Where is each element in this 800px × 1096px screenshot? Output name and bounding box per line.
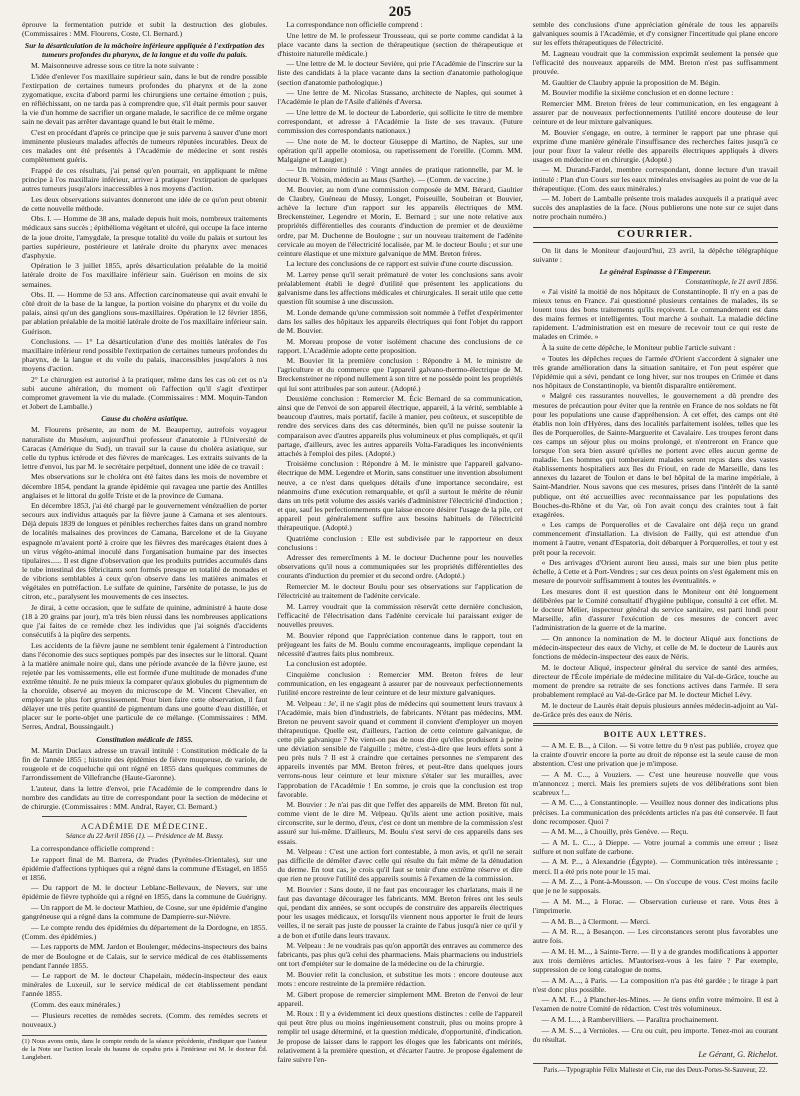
column-2 — [277, 20, 522, 1080]
paragraph: — Un rapport de M. le docteur Mathieu, de Cosne, sur une épidémie d'angine gangréneuse qui a régné dans la commune de Dampierre-sur-Nièvre. — [22, 903, 268, 922]
letter-item: — A M. A..., à Paris. — La composition n'a pas été gardée ; le tirage à part n'est donc plus possible. — [532, 975, 778, 994]
paragraph: Frappé de ces résultats, j'ai pensé qu'en pourrait, en appliquant le même principe à l'os maxillaire inférieur, arriver à pratiquer l'extirpation de quelques autres tumeurs jusqu'alors inaccessibles à nos moyens d'action. — [22, 165, 268, 194]
divider — [42, 816, 247, 817]
paragraph: M. Lagneau voudrait que la commission exprimât seulement la pensée que l'efficacité des nouveaux appareils de MM. Breton n'est pas suffisamment prouvée. — [532, 48, 778, 76]
paragraph: « Des arrivages d'Orient auront lieu aussi, mais sur une bien plus petite échelle, à Cette et à Port-Vendres ; sur ces deux points on s'est également mis en mesure de pourvoir suffisamment à toutes les éventualités. » — [532, 558, 778, 586]
paragraph: Les accidents de la fièvre jaune ne semblent tenir également à l'introduction dans l'économie des sucs septiques pompés par des insectes sur le littoral. Quant à la matière animale noire qui, dans une période avancée de la fièvre jaune, est rejetée par les vomissements, elle est formée d'une multitude de monades d'une extrême ténuité. Je ne puis mieux la comparer qu'aux globules du pigmentum de la choroïde, observé au moyen du microscope de M. Vincent Chevalier, en employant le plus fort grossissement. Pour bien faire cette observation, il faut délayer une très petite quantité de pigmentum dans une goutte d'eau distillée, et placer sur le porte-objet une particule de ce mélange. (Commissaires : MM. Serres, Andral, Boussingault.) — [22, 640, 268, 732]
paragraph: — Plusieurs recettes de remèdes secrets. (Comm. des remèdes secrets et nouveaux.) — [22, 1010, 268, 1029]
paragraph: On lit dans le Moniteur d'aujourd'hui, 23 avril, la dépêche télégraphique suivante : — [532, 245, 778, 264]
paragraph: — Une lettre de M. Nicolas Stassano, architecte de Naples, qui soumet à l'Académie le plan de l'Asile d'aliénés d'Aversa. — [277, 88, 523, 107]
letter-item: — A M. R..., à Besançon. — Les circonstances seront plus favorables une autre fois. — [532, 927, 778, 946]
paragraph: M. Bouvier : Sans doute, il ne faut pas encourager les charlatans, mais il ne faut pas davantage décourager les fabricants. MM. Breton frères ont les seuls qui, pendant dix années, se sont occupés de construire des appareils électriques pour les usages médicaux, et lorsqu'ils viennent nous apporter le fruit de leurs veilles, il ne serait pas juste de pousser la crainte de l'abus jusqu'à nier ce qu'il y a de bon et d'utile dans leurs travaux. — [277, 885, 523, 940]
paragraph: M. Flourens présente, au nom de M. Beaupertuy, autrefois voyageur naturaliste du Muséum, aujourd'hui professeur d'anatomie à l'Université de Caracas (Amérique du Sud), un travail sur la cause du choléra asiatique, sur celle du typhus ictérode et des fièvres de marécages. Les extraits suivants de la lettre d'envoi, lus par M. le secrétaire perpétuel, donnent une idée de ce travail : — [22, 425, 268, 471]
paragraph: Cinquième conclusion : Remercier MM. Breton frères de leur communication, en les engageant à assurer par de nouveaux perfectionnements l'utilité encore restreinte de leur ceinture et de leur mixture galvaniques. — [277, 669, 523, 698]
paragraph: M. Bouvier modifie la sixième conclusion et en donne lecture : — [541, 88, 734, 98]
paragraph: Mes observations sur le choléra ont été faites dans les mois de novembre et décembre 1854, pendant la grande épidémie qui ravagea une partie des Antilles anglaises et le littoral du golfe Triste et de la province de Cumana. — [22, 472, 268, 500]
page-number: 205 — [388, 4, 412, 20]
courrier-heading: COURRIER. — [533, 227, 778, 242]
letter-item: — A M. C..., à Constantinople. — Veuillez nous donner des indications plus précises. La communication des précédents articles n'a pas été conservée. Il faut donc recomposer. Quoi ? — [532, 798, 778, 826]
letter-item: — A M. P..., à Alexandrie (Égypte). — Communication très intéressante ; merci. Il a été pris note pour le 15 mai. — [532, 857, 778, 876]
paragraph: M. Velpeau : C'est une action fort contestable, à mon avis, et qu'il ne serait pas difficile de démêler d'avec celle qui résulte du fait même de la dénudation du derme. En tout cas, je crois qu'il faut se tenir d'une extrême réserve et dire que rien ne prouve l'utilité des appareils soumis à l'examen de la commission. — [277, 847, 523, 884]
paragraph: — M. Durand-Fardel, membre correspondant, donne lecture d'un travail intitulé : Plan d'un Cours sur les eaux minérales envisagées au point de vue de la thérapeutique. (Com. des eaux minérales.) — [532, 165, 778, 193]
paragraph: — Le rapport de M. le docteur Chapelain, médecin-inspecteur des eaux minérales de Luxeuil, sur le service médical de cet établissement pendant l'année 1855. — [22, 971, 268, 999]
paragraph: (Comm. des eaux minérales.) — [31, 999, 121, 1009]
letter-item: — A M. S..., à Vernioles. — Cru ou cuit, peu importe. Tenez-moi au courant du résultat. — [532, 1025, 778, 1044]
paragraph: M. Bouvier, au nom d'une commission composée de MM. Bérard, Gaultier de Claubry, Guéneau de Mussy, Longet, Poiseuille, Soubeiran et Bouvier, achève la lecture d'un rapport sur les appareils électriques de MM. Breckensteiner, Legendre et Morin, E. Bernard ; sur une note relative aux propriétés différentielles des courants d'induction de premier et de deuxième ordre, par M. Duchenne de Boulogne ; sur un nouveau traitement de l'adénite cervicale au moyen de l'électricité localisée, par M. le docteur Boulu ; et sur une ceinture élastique et une mixture galvanique de MM. Breton frères. — [277, 185, 523, 258]
printer-line: Paris.—Typographie Félix Malteste et Cie, rue des Deux-Portes-St-Sauveur, 22. — [533, 1063, 778, 1075]
section-heading: ACADÉMIE DE MÉDECINE. — [80, 820, 209, 831]
paragraph: Conclusions. — 1° La désarticulation d'une des moitiés latérales de l'os maxillaire inférieur rend possible l'extirpation de certaines tumeurs profondes du pharynx, de la langue et du voile du palais, inaccessibles jusqu'alors à nos moyens d'action. — [22, 337, 268, 374]
paragraph: La lecture des conclusions de ce rapport est suivie d'une courte discussion. — [286, 259, 513, 269]
paragraph: M. Bouvier : Je n'ai pas dit que l'effet des appareils de MM. Breton fût nul, comme vient de le dire M. Velpeau. Qu'ils aient une action positive, mais circonscrite, sur le dermo, d'eux, c'est ce dont un membre de la commission s'est assuré sur lui-même. D'ailleurs, M. Boulu s'est servi de ces appareils dans ses essais. — [277, 800, 523, 846]
paragraph: Obs. II. — Homme de 53 ans. Affection carcinomateuse qui avait envahi le côté droit de la base de la langue, la portion voisine du pharynx et du voile du palais, ainsi qu'un des ganglions sous-maxillaires. Opération le 12 février 1856, par ablation préalable de la moitié latérale droite de l'os maxillaire inférieur sain. Guérison. — [22, 290, 268, 336]
paragraph: La conclusion est adoptée. — [286, 659, 367, 669]
paragraph: Obs. I. — Homme de 38 ans, malade depuis huit mois, nombreux traitements médicaux sans succès ; épithélioma végétant et ulcéré, qui occupe la face interne de la joue droite, l'amygdale, la presque totalité du voile du palais et surtout les parties supérieure, postérieure et latérale droite du pharynx avec menaces d'asphyxie. — [22, 214, 268, 260]
paragraph: En décembre 1853, j'ai été chargé par le gouvernement vénézuélien de porter secours aux individus attaqués par la fièvre jaune à Camana et ses alentours. Déjà depuis 1839 de longues et pénibles recherches faites dans un grand nombre de localités malsaines des provinces de Camana, Barcelone et de la Guyane espagnole m'avaient porté à croire que les fièvres des marécages étaient dues à un virus végéto-animal inoculé dans l'organisation humaine par des insectes tipulaires...... Il est digne d'observation que les produits putrides accumulés dans le tube intestinal des fébricitants sont formés presque en totalité de monades et de vibrions semblables à ceux qu'on observe dans les matières animales et végétales en putréfaction. Le sulfate de quinine, l'arsénite de potasse, le jus de citron, etc., paralysent les mouvements de ces insectes. — [22, 501, 268, 602]
letter-item: — A M. B..., à Clermont. — Merci. — [541, 916, 651, 926]
paragraph: Opération le 3 juillet 1855, après désarticulation préalable de la moitié latérale droite de l'os maxillaire inférieur sain. Guérison en moins de six semaines. — [22, 261, 268, 289]
paragraph: M. Maisonneuve adresse sous ce titre la note suivante : — [31, 61, 199, 71]
paragraph: M. Larrey voudrait que la commission réservât cette dernière conclusion, l'efficacité de l'électrisation dans l'adénite cervicale lui paraissant exiger de nouvelles preuves. — [277, 601, 523, 629]
signature: Le Gérant, G. Richelot. — [698, 1048, 778, 1059]
letter-item: — A M. L..., à Rambervilliers. — Paraîtra prochainement. — [541, 1014, 719, 1024]
paragraph: M. Larrey pense qu'il serait prématuré de voter les conclusions sans avoir préalablement établi le degré d'utilité que présentent les applications du galvanisme dans les affections médicales et chirurgicales. Il serait utile que cette question fût soumise à une discussion. — [277, 269, 523, 307]
paragraph: — On annonce la nomination de M. le docteur Aliqué aux fonctions de médecin-inspecteur des eaux de Vichy, et celle de M. le docteur de Laurès aux fonctions de médecin-inspecteur des eaux de Néris. — [532, 633, 778, 662]
paragraph: Quatrième conclusion : Elle est subdivisée par le rapporteur en deux conclusions : — [277, 533, 523, 552]
paragraph: M. Londe demande qu'une commission soit nommée à l'effet d'expérimenter dans les salles des hôpitaux les appareils électriques qui font l'objet du rapport de M. Bouvier. — [277, 307, 523, 335]
paragraph: Deuxième conclusion : Remercier M. Écic Bernard de sa communication, ainsi que de l'envoi de son appareil électrique, appareil, à la vérité, semblable à beaucoup d'autres, mais portatif, facile à manier, peu coûteux, et susceptible de rendre des services dans des cas déterminés, bien qu'il ne puisse soutenir la comparaison avec d'autres appareils plus volumineux et plus compliqués, et qu'il partage, d'ailleurs, avec les autres appareils Volta-Faradiques les inconvénients attachés à l'emploi des piles. (Adopté.) — [277, 394, 523, 458]
session-line: Séance du 22 Avril 1856 (1). — Présidence de M. Bussy. — [65, 831, 224, 840]
paragraph: M. Velpeau : Je ne voudrais pas qu'on apportât des entraves au commerce des fabricants, pas plus qu'à celui des pharmaciens. Mais pharmaciens ou industriels ont tort d'empiéter sur le domaine de la médecine ou de la chirurgie. — [277, 941, 523, 969]
paragraph: Remercier M. le docteur Boulu pour ses observations sur l'application de l'électricité au traitement de l'adénite cervicale. — [277, 582, 523, 601]
article-title: Sur la désarticulation de la mâchoire inférieure appliquée à l'extirpation des tumeurs profondes du pharynx, de la langue et du voile du palais. — [24, 41, 265, 60]
paragraph: M. le docteur Aliqué, inspecteur général du service de santé des armées, directeur de l'École impériale de médecine militaire du Val-de-Grâce, touche au moment de prendre sa retraite de ses fonctions actives dans l'armée. Il sera probablement remplacé au Val-de-Grâce par M. le docteur Michel Lévy. — [532, 662, 778, 699]
paragraph: — Le compte rendu des épidémies du département de la Dordogne, en 1855. (Comm. des épidémies.) — [22, 922, 268, 941]
paragraph: M. Gaultier de Claubry appuie la proposition de M. Bégin. — [541, 77, 721, 87]
paragraph: Troisième conclusion : Répondre à M. le ministre que l'appareil galvano-électrique de MM. Legendre et Morin, sans constituer une invention absolument neuve, a ce n'est dans quelques détails d'une importance secondaire, est néanmoins d'une exécution remarquable, et qu'il a surtout le mérite de réunir dans un très petit volume des assiés variés d'administrer l'électricité d'induction ; et que, sauf les perfectionnements que laisse encore désirer l'usage de la pile, cet appareil peut généralement suffire aux besoins habituels de l'électricité thérapeutique. (Adopté.) — [277, 459, 523, 532]
article-title: Constitution médicale de 1855. — [96, 734, 193, 744]
paragraph: C'est en procédant d'après ce principe que je suis parvenu à sauver d'une mort imminente plusieurs malades affectés de tumeurs réputées incurables. Deux de ces malades ont été présentés à l'Académie de médecine et sont restés complètement guéris. — [22, 128, 268, 165]
letter-item: — A M. E. B..., à Cilon. — Si votre lettre du 9 n'est pas publiée, croyez que la crainte d'ouvrir encore la porte au droit de réponse est la seule cause de mon abstention. C'est une privation que je m'impose. — [532, 740, 778, 769]
paragraph: Adresser des remercîments à M. le docteur Duchenne pour les nouvelles observations qu'il nous a communiquées sur les propriétés différentielles des courants d'induction du premier et du second ordre. (Adopté.) — [277, 553, 523, 581]
paragraph: Remercier MM. Breton frères de leur communication, en les engageant à assurer par de nouveaux perfectionnements l'utilité encore douteuse de leur ceinture et de leur mixture galvaniques. — [532, 98, 778, 126]
paragraph: M. Martin Duclaux adresse un travail intitulé : Constitution médicale de la fin de l'année 1855 ; histoire des épidémies de fièvre muqueuse, de variole, de rougeole et de coqueluche qui ont régné en 1855 dans quelques communes de l'arrondissement de Villefranche (Haute-Garonne). — [22, 745, 268, 782]
paragraph: La correspondance non officielle comprend : — [286, 20, 423, 29]
paragraph: M. Velpeau : Je', il ne s'agit plus de médecins qui soumettent leurs travaux à l'Académie, mais bien d'industriels, de fabricants. N'étant pas médecins, MM. Breton ne peuvent savoir quand et comment il convient d'employer un moyen thérapeutique. Quelle est, d'ailleurs, l'action de cette ceinture galvanique, de cette pile galvanique ? Ne vient-on pas de nous dire qu'elles produisent à peine une déviation sensible de l'aiguille ; mètre, c'est-à-dire que leurs effets sont à peu près nuls ? Il est à craindre que certaines personnes ne s'emparent des appareils inventés par MM. Breton frères, et peut-être dans quelques jours verrons-nous leur ceinture et leur mixture s'étaler sur les murailles, avec l'approbation de l'Académie ! En somme, je crois que la conclusion est trop favorable. — [277, 698, 523, 799]
column-3 — [533, 20, 778, 1080]
paragraph: — Du rapport de M. le docteur Leblanc-Bellevaux, de Nevers, sur une épidémie de fièvre typhoïde qui a régné en 1855, dans la commune de Guérigny. — [22, 883, 268, 902]
letter-item: — A M. C..., à Vouziers. — C'est une heureuse nouvelle que vous m'annoncez ; merci. Mais les premiers sujets de vos délibérations sont bien scabreux !... — [532, 769, 778, 797]
paragraph: M. Moreau propose de voter isolément chacune des conclusions de ce rapport. L'Académie adopte cette proposition. — [277, 336, 523, 355]
columns — [22, 20, 778, 1080]
paragraph: Je dirai, à cette occasion, que le sulfate de quinine, administré à haute dose (18 à 20 grains par jour), m'a très bien réussi dans les nombreuses applications que j'ai faites de ce remède chez les individus que j'ai soignés d'accidents consécutifs à la piqûre des serpents. — [22, 602, 268, 639]
paragraph: Les deux observations suivantes donneront une idée de ce qu'on peut obtenir de cette nouvelle méthode. — [22, 194, 268, 213]
paragraph: — Une note de M. le docteur Giuseppe di Martino, de Naples, sur une opération qu'il appelle otomiosa, ou rapetissement de l'oreille. (Comm. MM. Malgaigne et Laugier.) — [277, 136, 523, 164]
letter-item: — A M. H. M..., à Sainte-Terre. — Il y a de grandes modifications à apporter aux trois dernières articles. M'autorisez-vous à les faire ? Par exemple, suppression de ce long catalogue de noms. — [532, 946, 778, 974]
letter-item: — A M. F..., à Plancher-les-Mines. — Je tiens enfin votre mémoire. Il est à l'examen de notre Comité de rédaction. C'est très volumineux. — [532, 995, 778, 1014]
column-1 — [22, 20, 267, 1080]
paragraph: M. Bouvier s'engage, en outre, à terminer le rapport par une phrase qui exprime d'une manière générale l'insuffisance des recherches faites jusqu'à ce jour pour fixer la valeur réelle des appareils électriques appliqués à divers usages en médecine et en chirurgie. (Adopté.) — [532, 127, 778, 164]
article-title: Cause du choléra asiatique. — [101, 414, 189, 424]
paragraph: La correspondance officielle comprend : — [31, 843, 154, 853]
paragraph: 2° Le chirurgien est autorisé à la pratiquer, même dans les cas où cet os n'a subi aucune altération, du moment où l'affection qu'il s'agit d'extirper compromet gravement la vie du malade. (Commissaires : MM. Moquin-Tandon et Jobert de Lamballe.) — [22, 374, 268, 412]
paragraph: — M. Jobert de Lamballe présente trois malades auxquels il a pratiqué avec succès des anaplasties de la face. (Nous publierons une note sur ce sujet dans notre prochain numéro.) — [532, 194, 778, 222]
paragraph: M. Bouvier répond que l'appréciation contenue dans le rapport, tout en préjugeant les faits de M. Boulu comme encourageants, implique cependant la nécessité d'autres faits plus nombreux. — [277, 630, 523, 658]
footnote: (1) Nous avons omis, dans le compte rendu de la séance précédente, d'indiquer que l'auteur de la Note sur l'action locale du baume de copahu pris à l'intérieur est M. le docteur Éd. Langlebert. — [22, 1035, 267, 1062]
paragraph: « Malgré ces rassurantes nouvelles, le gouvernement a dû prendre des mesures de précaution pour éviter que la rentrée en France de nos soldats ne fût pour les populations une cause d'appréhension. À cet effet, des camps ont été établis non loin d'Hyères, dans des localités parfaitement isolées, telles que les îles de Porquerolles, de Sainte-Marguerite et Cavalaire. Les troupes feront dans ces camps un séjour plus ou moins prolongé, et n'entreront en France que lorsque l'on sera bien assuré qu'elles ne portent avec elles aucun germe de maladie. Les hommes qui tomberaient malades seront reçus dans des vastes établissements hospitaliers aux îles du Frioul, en rade de Marseille, dans les annexes du lazaret de Toulon et dans le bel hôpital de la marine impériale, à Saint-Mandrier. Nous savons que ces mesures, prises dans l'intérêt de la santé publique, ont été accueillies avec reconnaissance par les populations des Bouches-du-Rhône et du Var, où l'on avait conçu des craintes tout à fait exagérées. — [532, 391, 778, 519]
paragraph: « J'ai visité la moitié de nos hôpitaux de Constantinople. Il n'y en a pas de mieux tenus en France. J'ai questionné plusieurs centaines de malades, ils se louent tous des bons traitements qu'ils reçoivent. Le commandement est dans des mains fermes et intelligentes. Tout marche à souhait. La maladie décline rapidement. L'administration est en mesure de recevoir tout ce qui reste de malades en Crimée. » — [532, 286, 778, 342]
paragraph: — Une lettre de M. le docteur de Laborderie, qui sollicite le titre de membre correspondant, et adresse à l'Académie la liste de ses travaux. (Future commission des correspondants nationaux.) — [277, 107, 523, 136]
paragraph: — Un mémoire intitulé : Vingt années de pratique rationnelle, par M. le docteur B. Voisin, médecin au Maus (Sarthe). — (Comm. de vaccine.) — [277, 165, 523, 184]
paragraph: « Toutes les dépêches reçues de l'armée d'Orient s'accordent à signaler une très grande amélioration dans la situation sanitaire, et l'on peut espérer que l'épidémie qui a sévi, pendant ce long hiver, sur nos troupes en Crimée et dans nos hôpitaux de Constantinople, va bientôt disparaître entièrement. — [532, 353, 778, 390]
paragraph: L'auteur, dans la lettre d'envoi, prie l'Académie de le comprendre dans le nombre des candidats au titre de correspondant pour la section de médecine et de chirurgie. (Commissaires : MM. Andral, Rayer, Cl. Bernard.) — [22, 783, 268, 811]
divider — [533, 723, 778, 726]
letter-item: — A M. M..., à Chouilly, près Genève. — Reçu. — [541, 827, 689, 837]
letter-item: — A M. Z..., à Pont-à-Mousson. — On s'occupe de vous. C'est moins facile que je ne le supposais. — [532, 877, 778, 896]
paragraph: éprouve la fermentation putride et subit la destruction des globules. (Commissaires : MM. Flourens, Coste, Cl. Bernard.) — [22, 20, 268, 39]
paragraph: « Les camps de Porquerolles et de Cavalaire ont déjà reçu un grand commencement d'installation. La division de Failly, qui est attendue d'un moment à l'autre, venant d'Espatoria, doit débarquer à Porquerolles, et tout y est prêt pour la recevoir. — [532, 520, 778, 557]
boite-heading: BOITE AUX LETTRES. — [603, 729, 707, 739]
paragraph: Les mesures dont il est question dans le Moniteur ont été longuement délibérées par le Comité consultatif d'hygiène publique, consulté à cet effet. M. le docteur Mélier, inspecteur général du service sanitaire, est parti lundi pour Marseille, afin d'assurer l'exécution de ces mesures de concert avec l'administration de la guerre et de la marine. — [532, 586, 778, 633]
letter-item: — A M. M..., à Florac. — Observation curieuse et rare. Vous êtes à l'imprimerie. — [532, 896, 778, 915]
paragraph: À la suite de cette dépêche, le Moniteur publie l'article suivant : — [541, 343, 736, 352]
paragraph: — Une lettre de M. le docteur Sevière, qui prie l'Académie de l'inscrire sur la liste des candidats à la place vacante dans la section d'anatomie pathologique (section d'anatomie pathologique.) — [277, 59, 523, 87]
letter-item: — A M. L. C..., à Dieppe. — Votre journal a commis une erreur ; lisez sulfure et non sulfate de carbone. — [532, 837, 778, 856]
paragraph: L'idée d'enlever l'os maxillaire supérieur sain, dans le but de rendre possible l'extirpation de certaines tumeurs profondes du pharynx et de la zone zygomatique, excita d'abord parmi les chirurgiens une certaine émotion ; puis, en réfléchissant, on ne tarda pas à comprendre que, s'il était permis pour sauver la vie d'un homme de sacrifier un organe malade, le sacrifice de ce même organe sain ne devait pas arrêter davantage quand le but était le même. — [22, 71, 268, 127]
paragraph: M. Bouvier lit la première conclusion : Répondre à M. le ministre de l'agriculture et du commerce que l'appareil galvano-thermo-électrique de M. Breckensteiner ne répond nullement à son titre et ne possède point les propriétés qui lui sont attribuées par son auteur. (Adopté.) — [277, 356, 523, 393]
dispatch-title: Le général Espinasse à l'Empereur. — [599, 266, 712, 276]
paragraph: — Les rapports de MM. Jardon et Boulenger, médecins-inspecteurs des bains de mer de Boulogne et de Calais, sur le service médical de ces établissements pendant l'année 1855. — [22, 942, 268, 970]
paragraph: Une lettre de M. le professeur Trousseau, qui se porte comme candidat à la place vacante dans la section de thérapeutique (section de thérapeutique et d'histoire naturelle médicale.) — [277, 30, 523, 58]
paragraph: M. Bouvier relit la conclusion, et substitue les mots : encore douteuse aux mots : encore restreinte de la première rédaction. — [277, 969, 523, 988]
dispatch-date: Constantinople, le 21 avril 1856. — [685, 277, 778, 286]
paragraph: Le rapport final de M. Barrera, de Prades (Pyrénées-Orientales), sur une épidémie d'affections typhiques qui a régné dans la commune d'Estagel, en 1855 et 1856. — [22, 854, 268, 882]
paragraph: semble des conclusions d'une appréciation générale de tous les appareils galvaniques soumis à l'Académie, et d'y consigner l'incertitude qui plane encore sur les effets thérapeutiques de l'électricité. — [532, 20, 778, 48]
paragraph: M. le docteur de Laurès était depuis plusieurs années médecin-adjoint au Val-de-Grâce près des eaux de Néris. — [532, 700, 778, 719]
paragraph: M. Roux : Il y a évidemment ici deux questions distinctes : celle de l'appareil qui peut être plus ou moins ingénieusement construit, plus ou moins propre à remplir tel usage déterminé, et la question médicale, d'opportunité, d'indication. Je propose de laisser dans le rapport les éloges que les fabricants ont mérités, relativement à la première question, et d'écarter l'autre. Je propose également de faire suivre l'en- — [277, 1009, 523, 1064]
paragraph: M. Gibert propose de remercier simplement MM. Breton de l'envoi de leur appareil. — [277, 989, 523, 1008]
